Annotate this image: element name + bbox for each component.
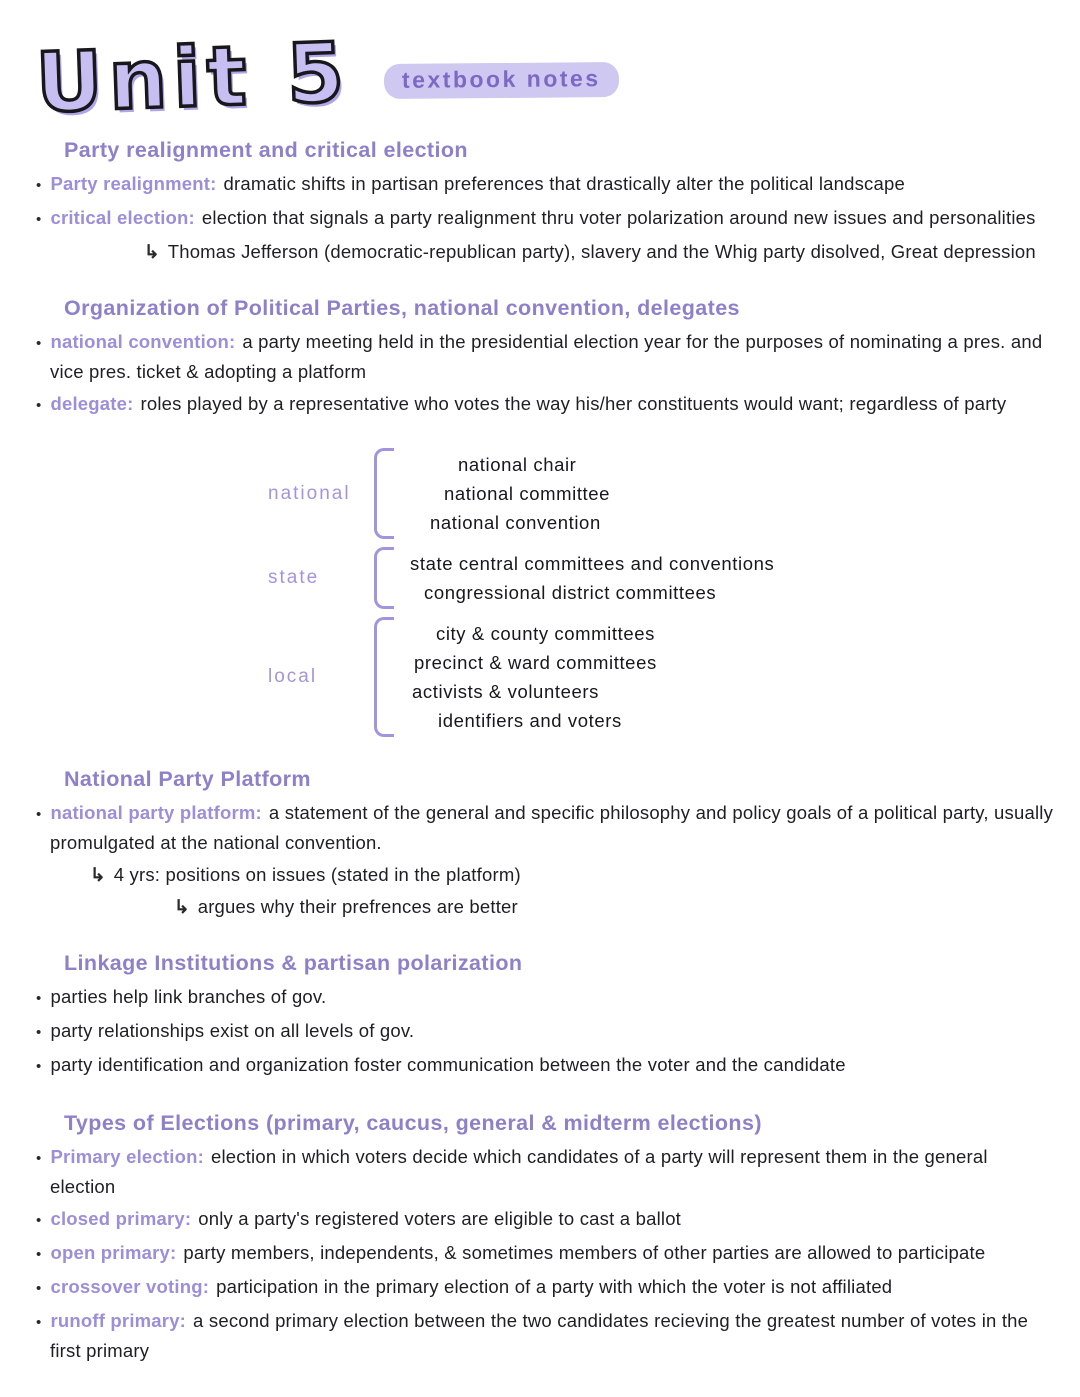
- section-heading: Organization of Political Parties, national convention, delegates: [64, 296, 740, 320]
- org-item: national committee: [444, 483, 611, 504]
- bullet-item: [28, 1051, 1054, 1081]
- bullet-item: [28, 1273, 1054, 1303]
- org-items: [410, 448, 610, 539]
- section-heading: Party realignment and critical election: [64, 138, 468, 162]
- bullet-marker: •: [36, 1280, 42, 1297]
- bracket-shape: [374, 617, 394, 737]
- page-title: Unit 5: [34, 25, 352, 132]
- section-types-of-elections: [28, 1111, 1054, 1365]
- section-linkage-institutions: [28, 951, 1054, 1081]
- subnote-platform-years: [28, 861, 1054, 889]
- bullet-marker: •: [36, 1024, 42, 1041]
- bullet-item: [28, 170, 1054, 200]
- section-party-organization: [28, 296, 1054, 737]
- section-party-realignment: [28, 138, 1054, 266]
- note-text: party relationships exist on all levels of gov.: [50, 1020, 415, 1041]
- bullet-marker: •: [36, 990, 42, 1007]
- sub-arrow-icon: ↳: [174, 896, 190, 917]
- definition: roles played by a representative who votes the way his/her constituents would want; regardless of party: [140, 393, 1007, 414]
- org-item: precinct & ward committees: [414, 652, 657, 673]
- org-label-national: national: [268, 482, 351, 504]
- org-items: [410, 617, 657, 737]
- bracket-shape: [374, 448, 394, 539]
- bullet-item: [28, 1239, 1054, 1269]
- definition: a second primary election between the two candidates recieving the greatest number of votes in the first primary: [50, 1310, 1029, 1361]
- bullet-marker: •: [36, 1246, 42, 1263]
- bullet-marker: •: [36, 1150, 42, 1167]
- definition: participation in the primary election of a party with which the voter is not affiliated: [216, 1276, 893, 1297]
- bullet-item: [28, 1307, 1054, 1365]
- org-label-local: local: [268, 666, 318, 687]
- section-national-party-platform: [28, 767, 1054, 921]
- bullet-marker: •: [36, 1314, 42, 1331]
- definition: a statement of the general and specific philosophy and policy goals of a political party, usually promulgated at the national convention.: [50, 802, 1054, 853]
- org-item: national convention: [430, 512, 601, 533]
- org-item: identifiers and voters: [438, 710, 622, 731]
- term-runoff-primary: runoff primary:: [50, 1310, 187, 1331]
- org-label-state: state: [268, 567, 320, 588]
- page-header: [28, 14, 1054, 132]
- bullet-marker: •: [36, 335, 42, 352]
- section-heading: Linkage Institutions & partisan polarization: [64, 951, 523, 975]
- term-critical-election: critical election:: [50, 207, 195, 228]
- bullet-item: [28, 204, 1054, 234]
- org-item: congressional district committees: [424, 582, 717, 603]
- bullet-marker: •: [36, 1058, 42, 1075]
- bullet-item: [28, 1017, 1054, 1047]
- note-text: party identification and organization foster communication between the voter and the candidate: [50, 1054, 846, 1075]
- definition: a party meeting held in the presidential election year for the purposes of nominating a pres. and vice pres. ticket & adopting a platform: [50, 331, 1043, 382]
- term-national-convention: national convention:: [50, 331, 236, 352]
- definition: party members, independents, & sometimes members of other parties are allowed to participate: [183, 1242, 986, 1263]
- subnote-text: 4 yrs: positions on issues (stated in the platform): [113, 864, 521, 885]
- term-national-party-platform: national party platform:: [50, 802, 262, 823]
- bracket-shape: [374, 547, 394, 609]
- definition: election in which voters decide which candidates of a party will represent them in the general election: [50, 1146, 988, 1197]
- definition: only a party's registered voters are eligible to cast a ballot: [198, 1208, 682, 1229]
- bullet-marker: •: [36, 397, 42, 414]
- term-crossover-voting: crossover voting:: [50, 1276, 210, 1297]
- bullet-item: [28, 983, 1054, 1013]
- term-open-primary: open primary:: [50, 1242, 177, 1263]
- bullet-item: [28, 799, 1054, 857]
- bullet-item: [28, 390, 1054, 420]
- term-party-realignment: Party realignment:: [50, 173, 217, 194]
- term-primary-election: Primary election:: [50, 1146, 204, 1167]
- subnote-text: argues why their prefrences are better: [197, 896, 518, 917]
- term-closed-primary: closed primary:: [50, 1208, 192, 1229]
- party-levels-diagram: [268, 448, 1054, 737]
- bullet-marker: •: [36, 177, 42, 194]
- org-group-national: [268, 448, 1054, 539]
- sub-arrow-icon: ↳: [144, 241, 160, 262]
- sub-arrow-icon: ↳: [90, 864, 106, 885]
- subnote-text: Thomas Jefferson (democratic-republican party), slavery and the Whig party disolved, Great depression: [167, 241, 1036, 262]
- bullet-marker: •: [36, 211, 42, 228]
- org-items: [410, 547, 774, 609]
- note-text: parties help link branches of gov.: [50, 986, 327, 1007]
- org-group-local: [268, 617, 1054, 737]
- org-item: city & county committees: [436, 623, 655, 644]
- org-item: activists & volunteers: [412, 681, 599, 702]
- subtitle-tag: textbook notes: [384, 62, 619, 99]
- definition: dramatic shifts in partisan preferences that drastically alter the political landscape: [223, 173, 905, 194]
- term-delegate: delegate:: [50, 393, 134, 414]
- definition: election that signals a party realignment thru voter polarization around new issues and personalities: [201, 207, 1036, 228]
- bullet-marker: •: [36, 806, 42, 823]
- bullet-item: [28, 1143, 1054, 1201]
- bullet-item: [28, 1205, 1054, 1235]
- org-item: national chair: [458, 454, 577, 475]
- subnote-examples: [28, 238, 1054, 266]
- section-heading: Types of Elections (primary, caucus, general & midterm elections): [64, 1111, 762, 1135]
- org-item: state central committees and conventions: [410, 553, 775, 574]
- bullet-item: [28, 328, 1054, 386]
- org-group-state: [268, 547, 1054, 609]
- bullet-marker: •: [36, 1212, 42, 1229]
- subnote-platform-argues: [28, 893, 1054, 921]
- section-heading: National Party Platform: [64, 767, 311, 791]
